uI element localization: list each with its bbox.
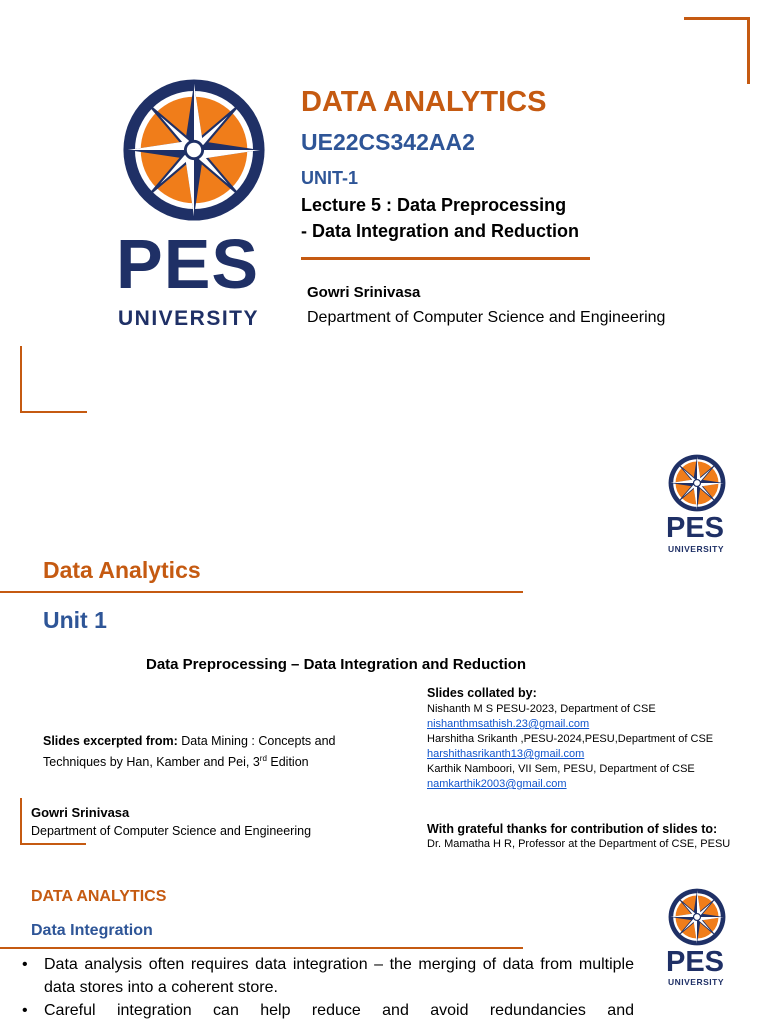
excerpt-text: Data Mining : Concepts and Techniques by Han, Kamber and Pei, 3 [43,734,336,770]
course-code: UE22CS342AA2 [301,129,475,155]
corner-bracket-top-right-vertical [747,17,750,84]
unit-label: UNIT-1 [301,168,359,188]
course-title: DATA ANALYTICS [301,86,547,118]
title-divider [0,591,523,593]
bullet-icon: • [22,1002,28,1019]
excerpt-note [43,733,383,771]
logo-subtext: UNIVERSITY [668,544,725,554]
logo-subtext: UNIVERSITY [118,307,260,330]
author-department: Department of Computer Science and Engineering [307,309,666,326]
author-name: Gowri Srinivasa [307,284,421,301]
title-divider [301,257,590,260]
logo-wordmark: PES [666,512,725,544]
pes-emblem-icon [668,888,726,946]
logo-wordmark: PES [666,946,725,978]
collator-email-link[interactable]: harshithasrikanth13@gmail.com [427,748,585,760]
excerpt-superscript: rd [259,754,267,763]
unit-label: Unit 1 [43,607,107,633]
collated-heading: Slides collated by: [427,686,537,700]
logo-wordmark: PES [116,225,260,303]
excerpt-label: Slides excerpted from: [43,734,178,748]
list-item [22,953,634,999]
collator-email-link[interactable]: nishanthmsathish.23@gmail.com [427,718,590,730]
bullet-icon: • [22,956,28,973]
collator-line: Karthik Namboori, VII Sem, PESU, Department of CSE [427,763,695,775]
section-title: Data Integration [31,922,153,939]
thanks-text: Dr. Mamatha H R, Professor at the Department of CSE, PESU [427,838,731,850]
bullet-list [22,953,634,1022]
lecture-title-line-2: - Data Integration and Reduction [301,221,580,241]
list-item [22,999,634,1022]
slide-title: Data Analytics [43,557,201,583]
bullet-text: Data analysis often requires data integration – the merging of data from multiple data stores into a coherent store. [44,956,634,996]
thanks-heading: With grateful thanks for contribution of slides to: [427,822,718,836]
pes-emblem-icon [668,454,726,512]
bullet-text: Careful integration can help reduce and avoid redundancies and [44,1002,634,1019]
collators-block [427,685,762,792]
slide-subtitle: Data Preprocessing – Data Integration and Reduction [146,656,527,673]
corner-bracket-top-right [684,17,750,20]
pes-emblem-icon [122,78,266,222]
slide-header: DATA ANALYTICS [31,888,167,905]
author-bracket-vertical [20,798,22,844]
excerpt-tail: Edition [266,755,309,770]
author-department: Department of Computer Science and Engineering [31,824,312,838]
corner-bracket-bottom-left [20,411,87,413]
section-divider [0,947,523,949]
author-bracket-horizontal [20,843,86,845]
collator-email-link[interactable]: namkarthik2003@gmail.com [427,778,567,790]
author-name: Gowri Srinivasa [31,805,130,820]
collator-line: Nishanth M S PESU-2023, Department of CSE [427,703,656,715]
logo-subtext: UNIVERSITY [668,977,725,987]
corner-bracket-bottom-left-vertical [20,346,22,413]
lecture-title-line-1: Lecture 5 : Data Preprocessing [301,195,567,215]
collator-line: Harshitha Srikanth ,PESU-2024,PESU,Department of CSE [427,733,714,745]
